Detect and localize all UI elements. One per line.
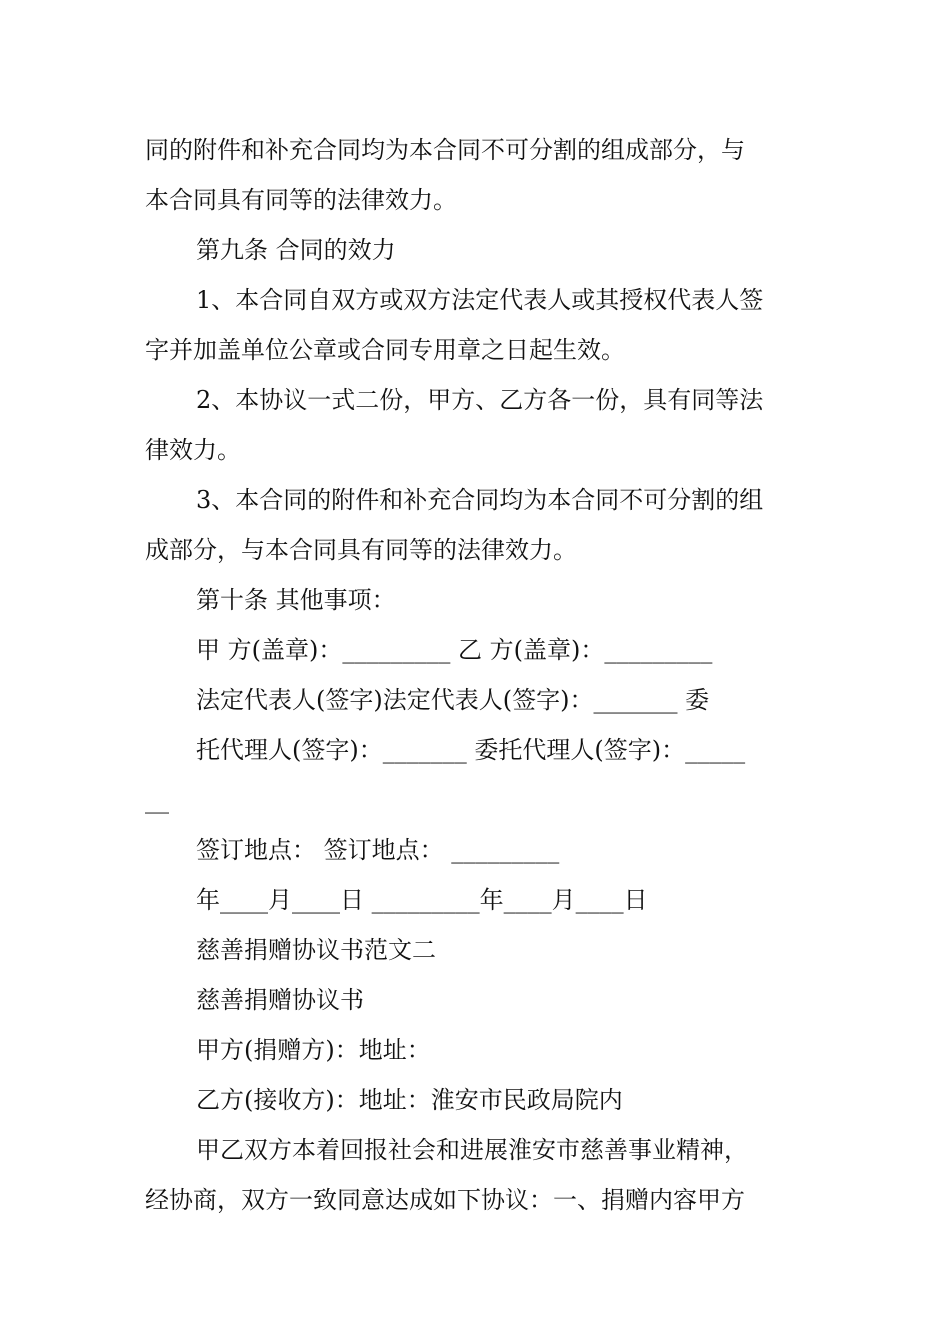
text-line: 本合同具有同等的法律效力。 [145,186,457,214]
article-heading: 第十条 其他事项： [196,586,396,614]
text-line: 1、本合同自双方或双方法定代表人或其授权代表人签 [196,286,764,314]
text-line: 字并加盖单位公章或合同专用章之日起生效。 [145,336,625,364]
text-line: 3、本合同的附件和补充合同均为本合同不可分割的组 [196,486,764,514]
party-b-line: 乙方(接收方)：地址：淮安市民政局院内 [196,1086,623,1114]
section-title: 慈善捐赠协议书范文二 [196,936,436,964]
signature-line: __ [145,786,169,814]
document-title: 慈善捐赠协议书 [196,986,364,1014]
party-a-line: 甲方(捐赠方)：地址： [196,1036,431,1064]
signature-line: 法定代表人(签字)法定代表人(签字)：_______ 委 [196,686,710,714]
signing-place-line: 签订地点： 签订地点： _________ [196,836,560,864]
text-line: 2、本协议一式二份，甲方、乙方各一份，具有同等法 [196,386,764,414]
text-line: 经协商，双方一致同意达成如下协议：一、捐赠内容甲方 [145,1186,745,1214]
article-heading: 第九条 合同的效力 [196,236,396,264]
text-line: 同的附件和补充合同均为本合同不可分割的组成部分，与 [145,136,745,164]
text-line: 甲乙双方本着回报社会和进展淮安市慈善事业精神， [196,1136,748,1164]
date-line: 年____月____日 _________年____月____日 [196,886,648,914]
text-line: 律效力。 [145,436,241,464]
text-line: 成部分，与本合同具有同等的法律效力。 [145,536,577,564]
signature-line: 托代理人(签字)：_______ 委托代理人(签字)：_____ [196,736,746,764]
signature-line: 甲 方(盖章)：_________ 乙 方(盖章)：_________ [196,636,713,664]
